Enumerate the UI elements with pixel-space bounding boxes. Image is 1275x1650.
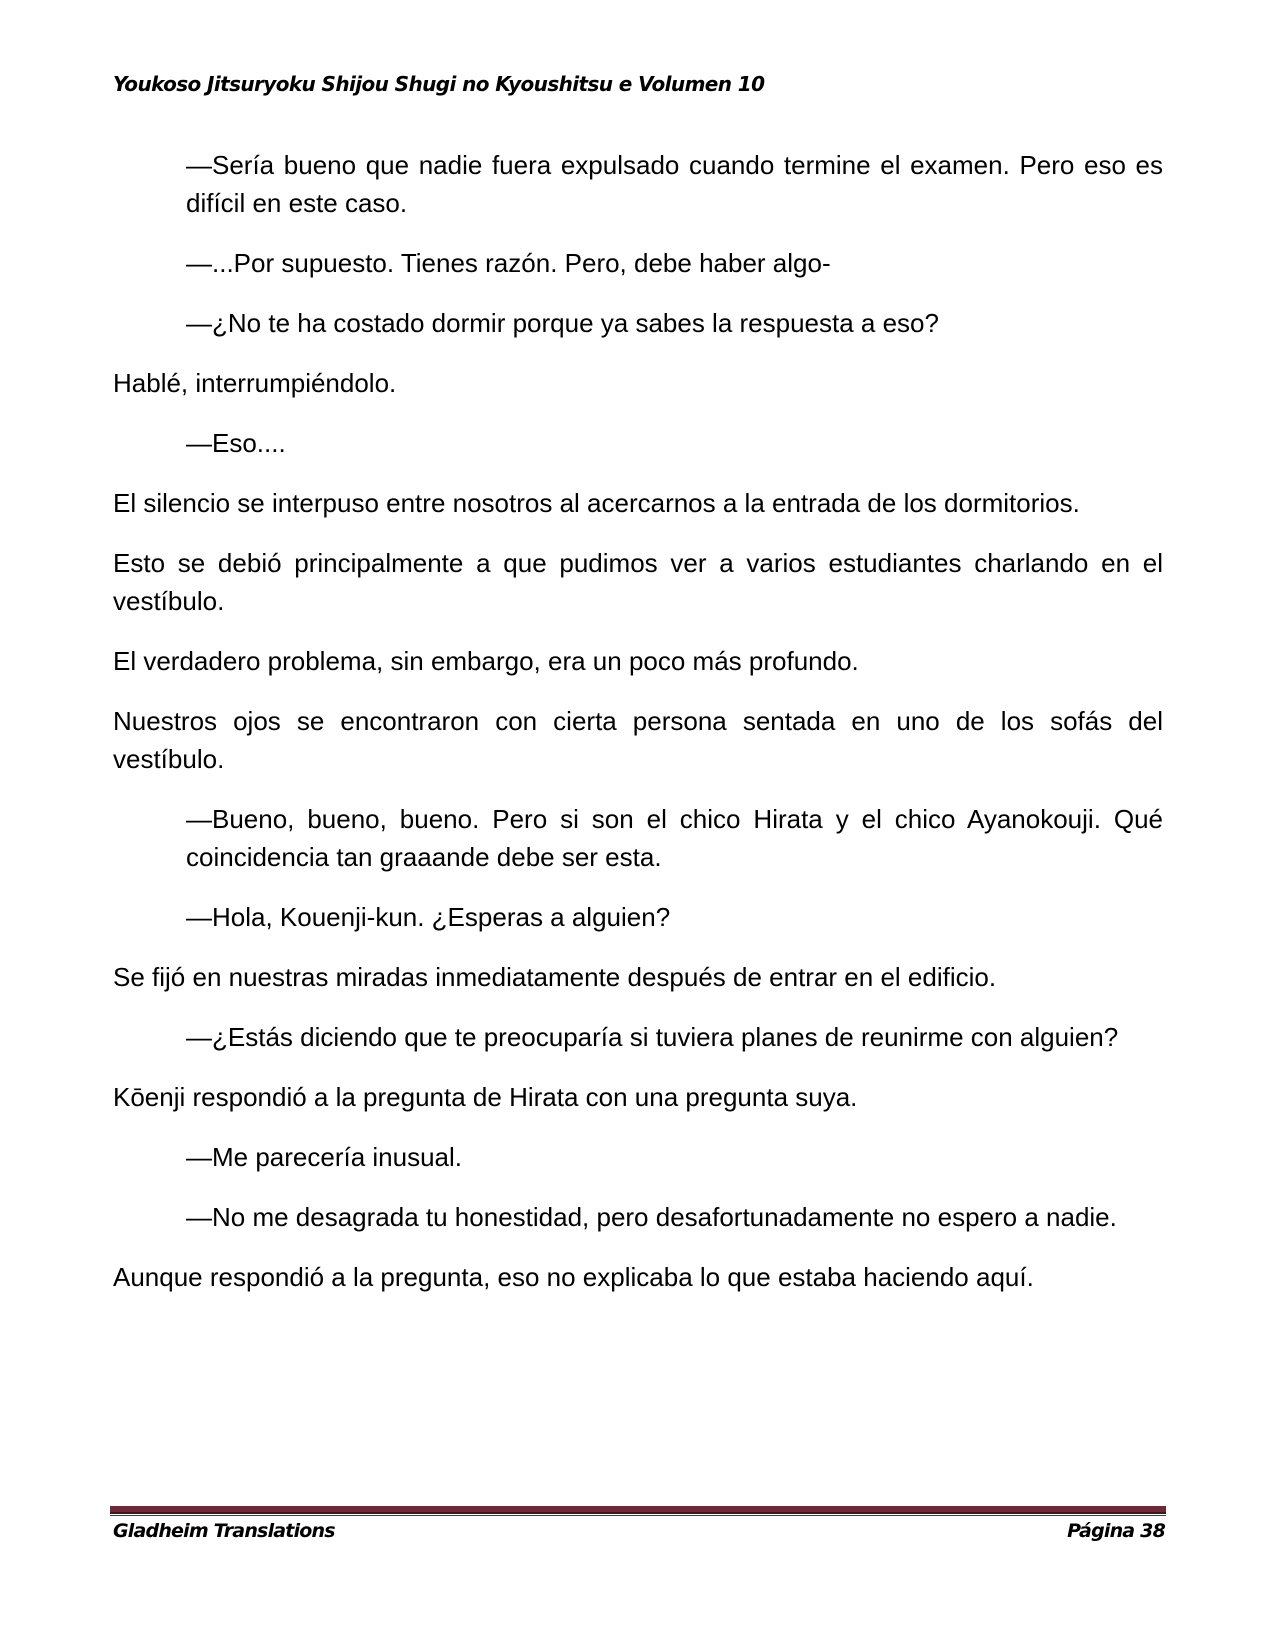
narration-paragraph: Hablé, interrumpiéndolo.: [113, 368, 397, 398]
running-header-title: Youkoso Jitsuryoku Shijou Shugi no Kyoushitsu e Volumen 10: [113, 72, 765, 96]
dialogue-paragraph: —Hola, Kouenji-kun. ¿Esperas a alguien?: [186, 902, 671, 932]
narration-paragraph: Se fijó en nuestras miradas inmediatamente después de entrar en el edificio.: [113, 962, 997, 992]
footer-credit: Gladheim Translations: [113, 1520, 335, 1542]
dialogue-paragraph: —Bueno, bueno, bueno. Pero si son el chico Hirata y el chico Ayanokouji. Qué coincidencia tan graaande debe ser esta.: [186, 804, 1163, 872]
narration-paragraph: Nuestros ojos se encontraron con cierta persona sentada en uno de los sofás del vestíbulo.: [113, 706, 1163, 774]
narration-paragraph: Esto se debió principalmente a que pudimos ver a varios estudiantes charlando en el vestíbulo.: [113, 548, 1163, 616]
narration-paragraph: El silencio se interpuso entre nosotros al acercarnos a la entrada de los dormitorios.: [113, 488, 1080, 518]
dialogue-paragraph: —¿No te ha costado dormir porque ya sabes la respuesta a eso?: [186, 308, 939, 338]
narration-paragraph: El verdadero problema, sin embargo, era un poco más profundo.: [113, 646, 859, 676]
page-body: [113, 146, 1163, 1318]
dialogue-paragraph: —Eso....: [186, 428, 286, 458]
page-number: Página 38: [1067, 1520, 1165, 1542]
dialogue-paragraph: —No me desagrada tu honestidad, pero desafortunadamente no espero a nadie.: [186, 1202, 1117, 1232]
dialogue-paragraph: —...Por supuesto. Tienes razón. Pero, debe haber algo-: [186, 248, 831, 278]
narration-paragraph: Aunque respondió a la pregunta, eso no explicaba lo que estaba haciendo aquí.: [113, 1262, 1034, 1292]
dialogue-paragraph: —Sería bueno que nadie fuera expulsado cuando termine el examen. Pero eso es difícil en este caso.: [186, 150, 1163, 218]
narration-paragraph: Kōenji respondió a la pregunta de Hirata con una pregunta suya.: [113, 1082, 858, 1112]
footer-divider: [110, 1506, 1166, 1514]
dialogue-paragraph: —¿Estás diciendo que te preocuparía si tuviera planes de reunirme con alguien?: [186, 1022, 1119, 1052]
dialogue-paragraph: —Me parecería inusual.: [186, 1142, 463, 1172]
page-footer: [113, 1520, 1165, 1542]
